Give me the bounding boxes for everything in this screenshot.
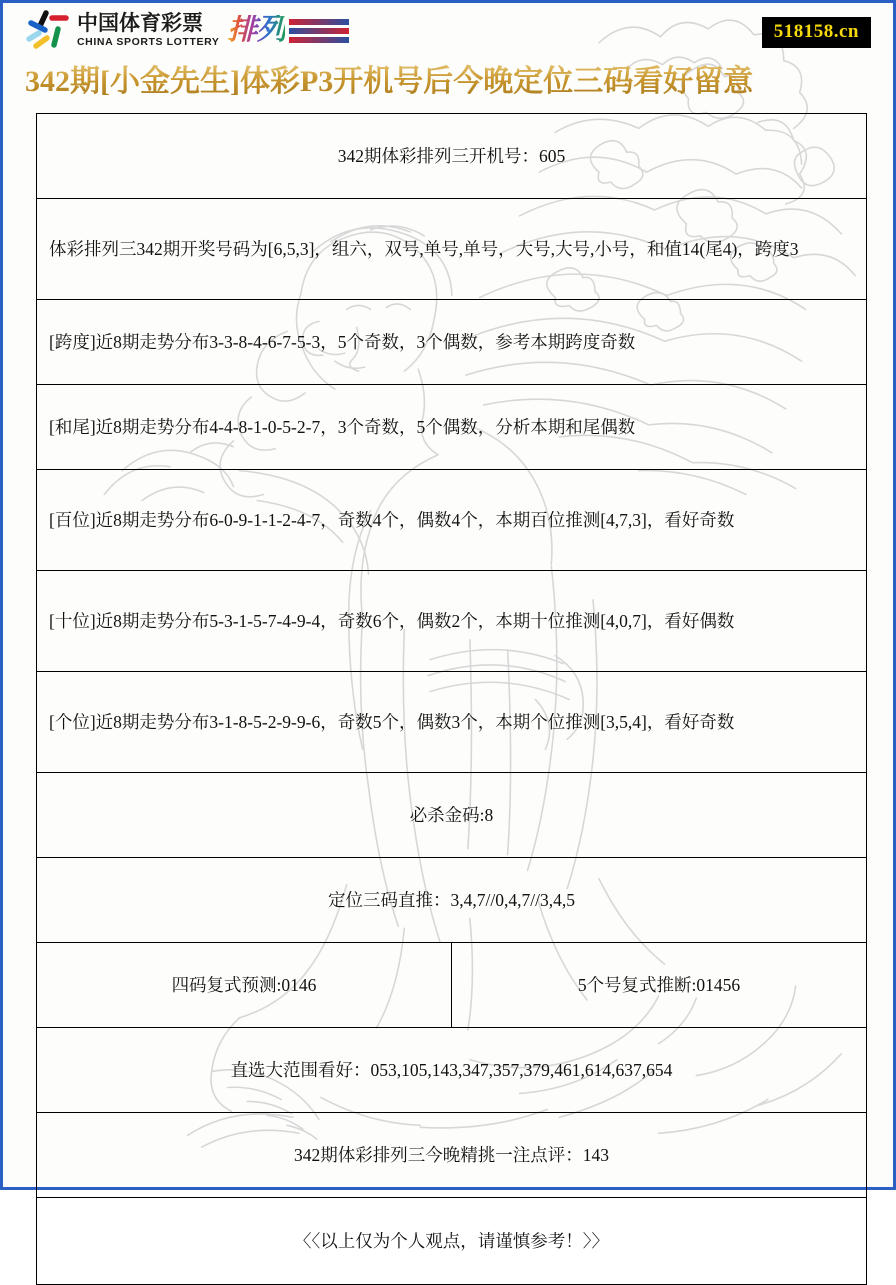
row-single-pick-comment: 342期体彩排列三今晚精挑一注点评：143 <box>37 1113 867 1198</box>
game-brand-pailie3 <box>227 15 349 45</box>
row-units-analysis: [个位]近8期走势分布3-1-8-5-2-9-9-6，奇数5个，偶数3个，本期个位推测[3,5,4]，看好奇数 <box>37 672 867 773</box>
table-row <box>37 385 867 470</box>
game-brand-text: 排列 <box>227 13 286 46</box>
cell-five-number-forecast: 5个号复式推断:01456 <box>452 943 867 1028</box>
brand-logo-text <box>77 13 219 48</box>
table-row <box>37 943 867 1028</box>
table-row <box>37 1113 867 1198</box>
page-title: 342期[小金先生]体彩P3开机号后今晚定位三码看好留意 <box>3 61 893 101</box>
row-disclaimer: 〈〈以上仅为个人观点，请谨慎参考！〉〉 <box>37 1198 867 1285</box>
row-hundreds-analysis: [百位]近8期走势分布6-0-9-1-1-2-4-7，奇数4个，偶数4个，本期百位推测[4,7,3]，看好奇数 <box>37 470 867 571</box>
row-kill-code: 必杀金码:8 <box>37 773 867 858</box>
row-three-code-direct: 定位三码直推：3,4,7//0,4,7//3,4,5 <box>37 858 867 943</box>
brand-logo <box>25 9 349 51</box>
table-row <box>37 571 867 672</box>
table-row <box>37 1198 867 1285</box>
brand-name-en: CHINA SPORTS LOTTERY <box>77 35 220 48</box>
row-tens-analysis: [十位]近8期走势分布5-3-1-5-7-4-9-4，奇数6个，偶数2个，本期十位推测[4,0,7]，看好偶数 <box>37 571 867 672</box>
site-url-badge: 518158.cn <box>762 17 871 48</box>
brand-name-cn: 中国体育彩票 <box>77 11 203 35</box>
row-span-analysis: [跨度]近8期走势分布3-3-8-4-6-7-5-3，5个奇数，3个偶数，参考本期跨度奇数 <box>37 300 867 385</box>
row-sum-tail-analysis: [和尾]近8期走势分布4-4-8-1-0-5-2-7，3个奇数，5个偶数，分析本期和尾偶数 <box>37 385 867 470</box>
table-row <box>37 773 867 858</box>
row-opening-code: 342期体彩排列三开机号：605 <box>37 114 867 199</box>
table-row <box>37 114 867 199</box>
table-row <box>37 470 867 571</box>
forecast-table <box>36 113 867 1285</box>
row-draw-summary: 体彩排列三342期开奖号码为[6,5,3]，组六，双号,单号,单号，大号,大号,小号，和值14(尾4)，跨度3 <box>37 199 867 300</box>
table-row <box>37 858 867 943</box>
cell-four-code-forecast: 四码复式预测:0146 <box>37 943 452 1028</box>
sports-lottery-logo-icon <box>25 9 71 51</box>
table-row <box>37 300 867 385</box>
table-row <box>37 199 867 300</box>
row-direct-wide-range: 直选大范围看好：053,105,143,347,357,379,461,614,637,654 <box>37 1028 867 1113</box>
game-brand-three-bars-icon <box>289 19 349 43</box>
page-header <box>3 3 893 61</box>
table-row <box>37 1028 867 1113</box>
forecast-table-container <box>36 113 861 1285</box>
table-row <box>37 672 867 773</box>
